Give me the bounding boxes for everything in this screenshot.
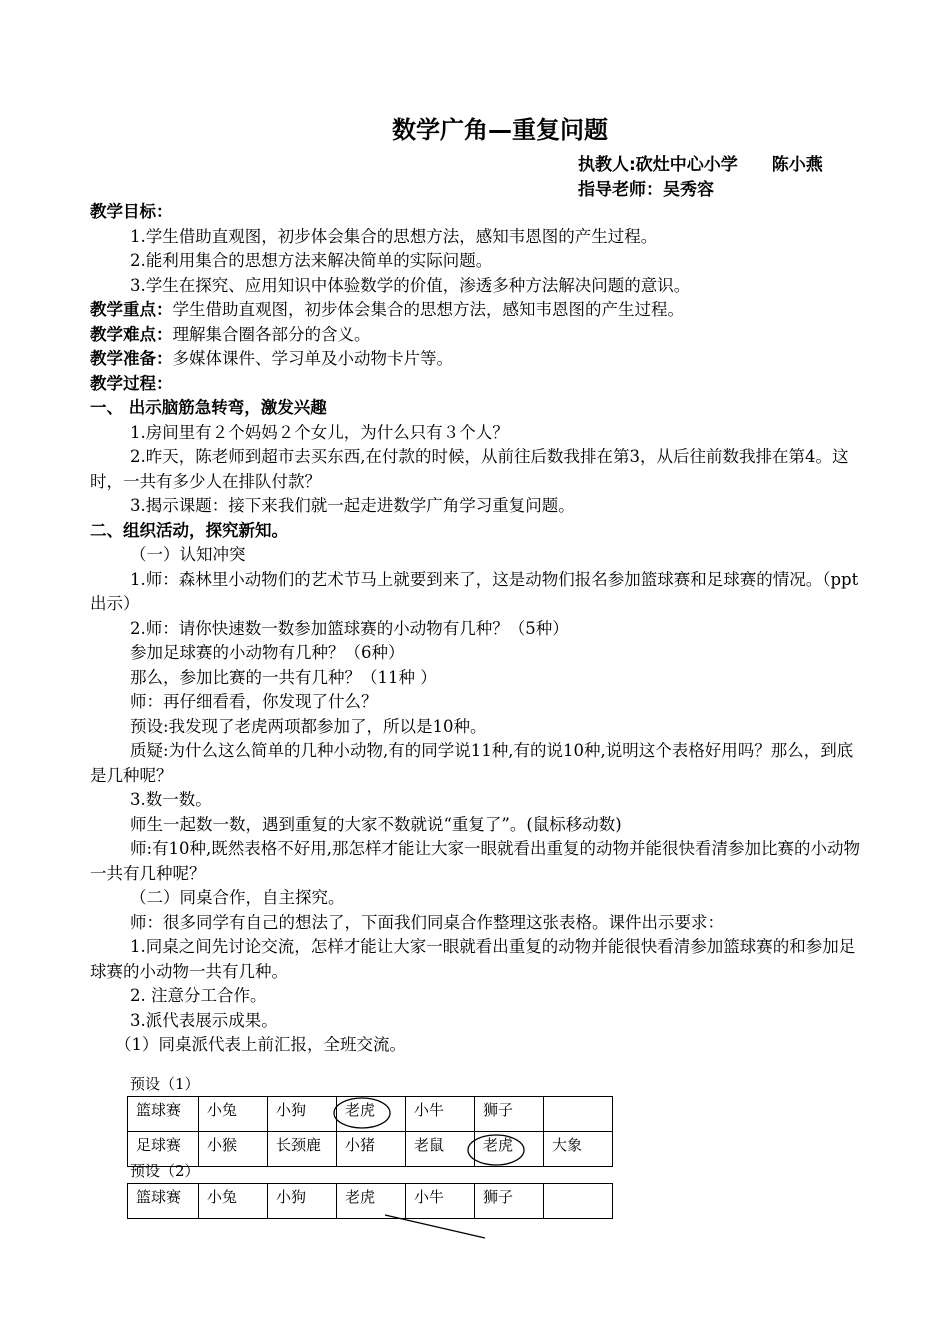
key-label: 教学重点：: [90, 300, 173, 319]
table-cell: 狮子: [475, 1097, 544, 1132]
table-cell: 狮子: [475, 1184, 544, 1219]
section2-p11: 师：很多同学有自己的想法了，下面我们同桌合作整理这张表格。课件出示要求：: [130, 912, 724, 932]
page-title: 数学广角—重复问题: [392, 116, 608, 144]
table-cell: 小猪: [337, 1132, 406, 1167]
key-text: 学生借助直观图，初步体会集合的思想方法，感知韦恩图的产生过程。: [172, 300, 684, 319]
section2-p6: 预设:我发现了老虎两项都参加了，所以是10种。: [130, 716, 487, 736]
difficulty-text: 理解集合圈各部分的含义。: [172, 324, 371, 344]
section2-p15: （1）同桌派代表上前汇报，全班交流。: [115, 1035, 406, 1054]
table-cell: 小牛: [406, 1184, 475, 1219]
process-label: 教学过程：: [90, 373, 173, 393]
section2-p9: 师生一起数一数，遇到重复的大家不数就说“重复了”。(鼠标移动数): [130, 814, 622, 834]
preset1-label: 预设（1）: [130, 1075, 200, 1093]
connector-line: [385, 1215, 485, 1238]
section1-item-2: 2.昨天，陈老师到超市去买东西,在付款的时候，从前往后数我排在第3，从后往前数我排在第4。这时，一共有多少人在排队付款？: [90, 447, 849, 491]
goal-3: 3.学生在探究、应用知识中体验数学的价值，渗透多种方法解决问题的意识。: [130, 275, 691, 295]
table-cell: 小牛: [406, 1097, 475, 1132]
circle-mark-tiger-1: [334, 1098, 390, 1128]
section2-p14: 3.派代表展示成果。: [130, 1010, 278, 1030]
section2-p5: 师：再仔细看看，你发现了什么？: [130, 692, 378, 711]
table-cell: 篮球赛: [128, 1184, 199, 1219]
section2-p12: 1.同桌之间先讨论交流，怎样才能让大家一眼就看出重复的动物并能很快看清参加篮球赛的和参加足球赛的小动物一共有几种。: [90, 937, 856, 981]
table-cell: 足球赛: [128, 1132, 199, 1167]
section2-p13: 2. 注意分工合作。: [130, 986, 267, 1005]
section2-p1: 1.师：森林里小动物们的艺术节马上就要到来了，这是动物们报名参加篮球赛和足球赛的情况。（ppt出示）: [90, 569, 859, 613]
table-cell: 老虎: [475, 1132, 544, 1167]
table-cell: 小猴: [199, 1132, 268, 1167]
section1-item-1: 1.房间里有２个妈妈２个女儿，为什么只有３个人？: [130, 422, 509, 442]
section2-sub2: （二）同桌合作，自主探究。: [130, 888, 345, 907]
table-cell: 老鼠: [406, 1132, 475, 1167]
goal-2: 2.能利用集合的思想方法来解决简单的实际问题。: [130, 251, 493, 270]
table-cell: 老虎: [337, 1184, 406, 1219]
section2-heading: 二、组织活动，探究新知。: [90, 520, 288, 540]
section2-p4: 那么，参加比赛的一共有几种？（11种 ）: [130, 667, 437, 687]
teacher-line: 执教人:砍灶中心小学 陈小燕: [578, 155, 823, 175]
section2-p8: 3.数一数。: [130, 790, 212, 809]
section1-item-3: 3.揭示课题：接下来我们就一起走进数学广角学习重复问题。: [130, 496, 575, 515]
table-cell: 小狗: [268, 1097, 337, 1132]
advisor-line: 指导老师：吴秀容: [578, 180, 714, 200]
section2-p10: 师:有10种,既然表格不好用,那怎样才能让大家一眼就看出重复的动物并能很快看清参加比赛的小动物一共有几种呢？: [90, 839, 861, 883]
table-cell: 大象: [544, 1132, 613, 1167]
table-cell: 老虎: [337, 1097, 406, 1132]
goals-label: 教学目标：: [90, 202, 173, 221]
preset2-label: 预设（2）: [130, 1162, 200, 1180]
table-cell: 篮球赛: [128, 1097, 199, 1132]
table-cell: 小狗: [268, 1184, 337, 1219]
prep-label: 教学准备：: [90, 349, 173, 368]
section2-sub1: （一）认知冲突: [130, 545, 246, 564]
table-cell: 小兔: [199, 1097, 268, 1132]
table-cell: 长颈鹿: [268, 1132, 337, 1167]
prep-text: 多媒体课件、学习单及小动物卡片等。: [172, 349, 453, 368]
goal-1: 1.学生借助直观图，初步体会集合的思想方法，感知韦恩图的产生过程。: [130, 226, 658, 246]
section1-heading: 一、 出示脑筋急转弯，激发兴趣: [90, 398, 327, 417]
table-cell: 小兔: [199, 1184, 268, 1219]
circle-mark-tiger-2: [468, 1135, 524, 1165]
section2-p7: 质疑:为什么这么简单的几种小动物,有的同学说11种,有的说10种,说明这个表格好用吗？那么，到底是几种呢？: [90, 741, 854, 785]
section2-p2: 2.师：请你快速数一数参加篮球赛的小动物有几种？（5种）: [130, 618, 569, 638]
section2-p3: 参加足球赛的小动物有几种？（6种）: [130, 643, 405, 662]
difficulty-label: 教学难点：: [90, 324, 173, 344]
